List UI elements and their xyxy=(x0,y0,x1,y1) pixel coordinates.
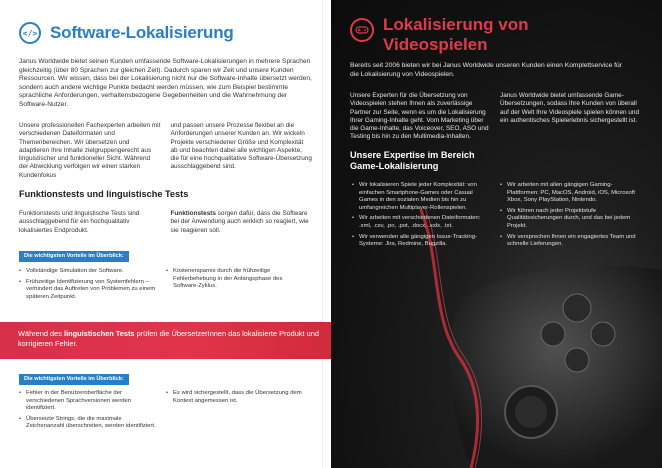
paragraph-col-3: Funktionstests und linguistische Tests sind ausschlaggebend für ein hochqualitativ lokalisiertes Endprodukt. xyxy=(19,210,140,234)
gamepad-icon xyxy=(350,18,374,42)
gamepad-glyph xyxy=(355,25,369,35)
banner-text-pre: Während des xyxy=(18,329,65,338)
page-title: Software-Lokalisierung xyxy=(50,23,234,42)
paragraph-col-2: und passen unsere Prozesse flexibel an die Anforderungen unserer Kunden an. Wir wickeln Projekte verschiedener Größe und Komplexität ab und beachten dabei alle wichtigen Aspekte, die für eine hochqualitative Software-Übersetzung ausschlaggebend sind. xyxy=(170,122,312,171)
list-item: • Wir lokalisieren Spiele jeder Komplexität: von einfachen Smartphone-Games oder Casual Games in den sozialen Medien bis hin zu umfangreichen Multiplayer-Rollenspielen. xyxy=(352,182,492,212)
bold-term: Funktionstests xyxy=(170,210,216,217)
right-title-line-1: Lokalisierung von xyxy=(383,15,529,34)
benefits-list-2a xyxy=(19,390,157,434)
right-col-a: Unsere Experten für die Übersetzung von Videospielen stehen Ihnen als zuverlässige Partner zur Seite, wenn es um die Lokalisierung Ihrer Gaming-Inhalte geht. Vom Marketing über die Game-Inhalte, das Voiceover, SEO, ASO und Testing bis hin zu den Multimedia-Inhalten. xyxy=(350,92,489,141)
banner-text-bold: linguistischen Tests xyxy=(64,329,135,338)
expertise-list-a xyxy=(352,182,492,252)
button-top xyxy=(563,294,591,322)
controller-body xyxy=(450,266,662,468)
intro-paragraph: Janus Worldwide bietet seinen Kunden umfassende Software-Lokalisierungen in mehrere Sprachen gleichzeitig (über 80 Sprachen zur gleichen Zeit). Dadurch sparen wir Zeit und unsere Kunden Ressourcen. Wir wissen, dass bei der Lokalisierung nicht nur die Software-Inhalte übersetzt werden, sondern auch andere wichtige Punkte bedacht werden müssen, wie zum Beispiel bestimmte sprachliche Anforderungen, verhaltensbezogene Gegebenheiten und die Wahrnehmung der Software-Nutzer. xyxy=(19,58,312,108)
list-item: • Kostenersparnis durch die frühzeitige Fehlerbehebung in der Anfangsphase des Software-Zyklus. xyxy=(166,268,306,291)
list-item: • Es wird sichergestellt, dass die Übersetzung dem Kontext angemessen ist. xyxy=(166,390,306,405)
button-right xyxy=(591,322,615,346)
banner-text-post: prüfen die ÜbersetzerInnen das lokalisierte Produkt und korrigieren Fehler. xyxy=(18,329,319,349)
page-divider xyxy=(322,0,323,468)
list-item: • Wir führen nach jeder Projektstufe Qualitätssicherungen durch, und das bei jedem Projekt. xyxy=(500,208,640,231)
benefits-tag-2: Die wichtigsten Vorteile im Überblick: xyxy=(19,374,129,385)
list-item: • Wir versprechen Ihnen ein engagiertes Team und schnelle Lieferungen. xyxy=(500,234,640,249)
right-page-title xyxy=(383,15,528,55)
list-item: • Vollständige Simulation der Software. xyxy=(19,268,157,276)
section-title-tests: Funktionstests und linguistische Tests xyxy=(19,189,189,199)
button-left xyxy=(541,322,565,346)
paragraph-col-4-rest: sorgen dafür, dass die Software bei der Anwendung auch wirklich so reagiert, wie sie reagieren soll. xyxy=(170,210,309,234)
button-bottom xyxy=(565,348,589,372)
code-icon: </> xyxy=(19,22,41,44)
benefits-list-2b xyxy=(166,390,306,408)
left-header xyxy=(19,22,234,44)
right-intro: Bereits seit 2006 bieten wir bei Janus Worldwide unseren Kunden einen Komplettservice für die Lokalisierung von Videospielen. xyxy=(350,62,622,78)
list-item: • Wir verwenden alle gängigen Issue-Tracking-Systeme: Jira, Redmine, Bugzilla. xyxy=(352,234,492,249)
right-title-line-2: Videospielen xyxy=(383,35,488,54)
paragraph-col-1: Unsere professionellen Fachexperten arbeiten mit verschiedenen Dateiformaten und Themenbereichen. Wir übersetzen und adaptieren Ihre Inhalte zielgruppengerecht aus linguistischer und funktioneller Sicht. Während der Abwicklung verfolgen wir einen starken Kundenfokus xyxy=(19,122,161,179)
benefits-tag: Die wichtigsten Vorteile im Überblick: xyxy=(19,251,129,262)
right-col-b: Janus Worldwide bietet umfassende Game-Übersetzungen, sodass Ihre Kunden von überall auf der Welt Ihre Videospiele spielen können und ein authentisches Spielerlebnis sichergestellt ist. xyxy=(500,92,640,124)
two-column-text xyxy=(19,122,312,180)
list-item: • Wir arbeiten mit verschiedenen Dateiformaten: .xml, .csv, .po, .pot, .docx, .xslx, .txt. xyxy=(352,215,492,230)
expertise-title-line-1: Unsere Expertise im Bereich xyxy=(350,150,475,160)
list-item: • Fehler in der Benutzeroberfläche der verschiedenen Sprachversionen werden identifiziert. xyxy=(19,390,157,413)
list-item: • Wir arbeiten mit allen gängigen Gaming-Plattformen: PC, MacOS, Android, iOS, Microsoft Xbox, Sony PlayStation, Nintendo. xyxy=(500,182,640,205)
paragraph-col-4 xyxy=(171,210,313,235)
highlight-banner xyxy=(0,322,331,359)
tests-text xyxy=(19,210,312,235)
expertise-title xyxy=(350,150,550,172)
expertise-list-b xyxy=(500,182,640,252)
benefits-list-1a xyxy=(19,268,157,304)
expertise-title-line-2: Game-Lokalisierung xyxy=(350,161,439,171)
right-header xyxy=(350,15,528,55)
list-item: • Überseizte Strings, die die maximale Zeichenanzahl überschreiten, werden identifiziert. xyxy=(19,416,157,431)
thumbstick-cap xyxy=(515,396,547,428)
benefits-list-1b xyxy=(166,268,306,294)
list-item: • Frühzeitige Identifizierung von Systemfehlern – verhindert das Auftreten von Problemen zu einem späteren Zeitpunkt. xyxy=(19,279,157,302)
